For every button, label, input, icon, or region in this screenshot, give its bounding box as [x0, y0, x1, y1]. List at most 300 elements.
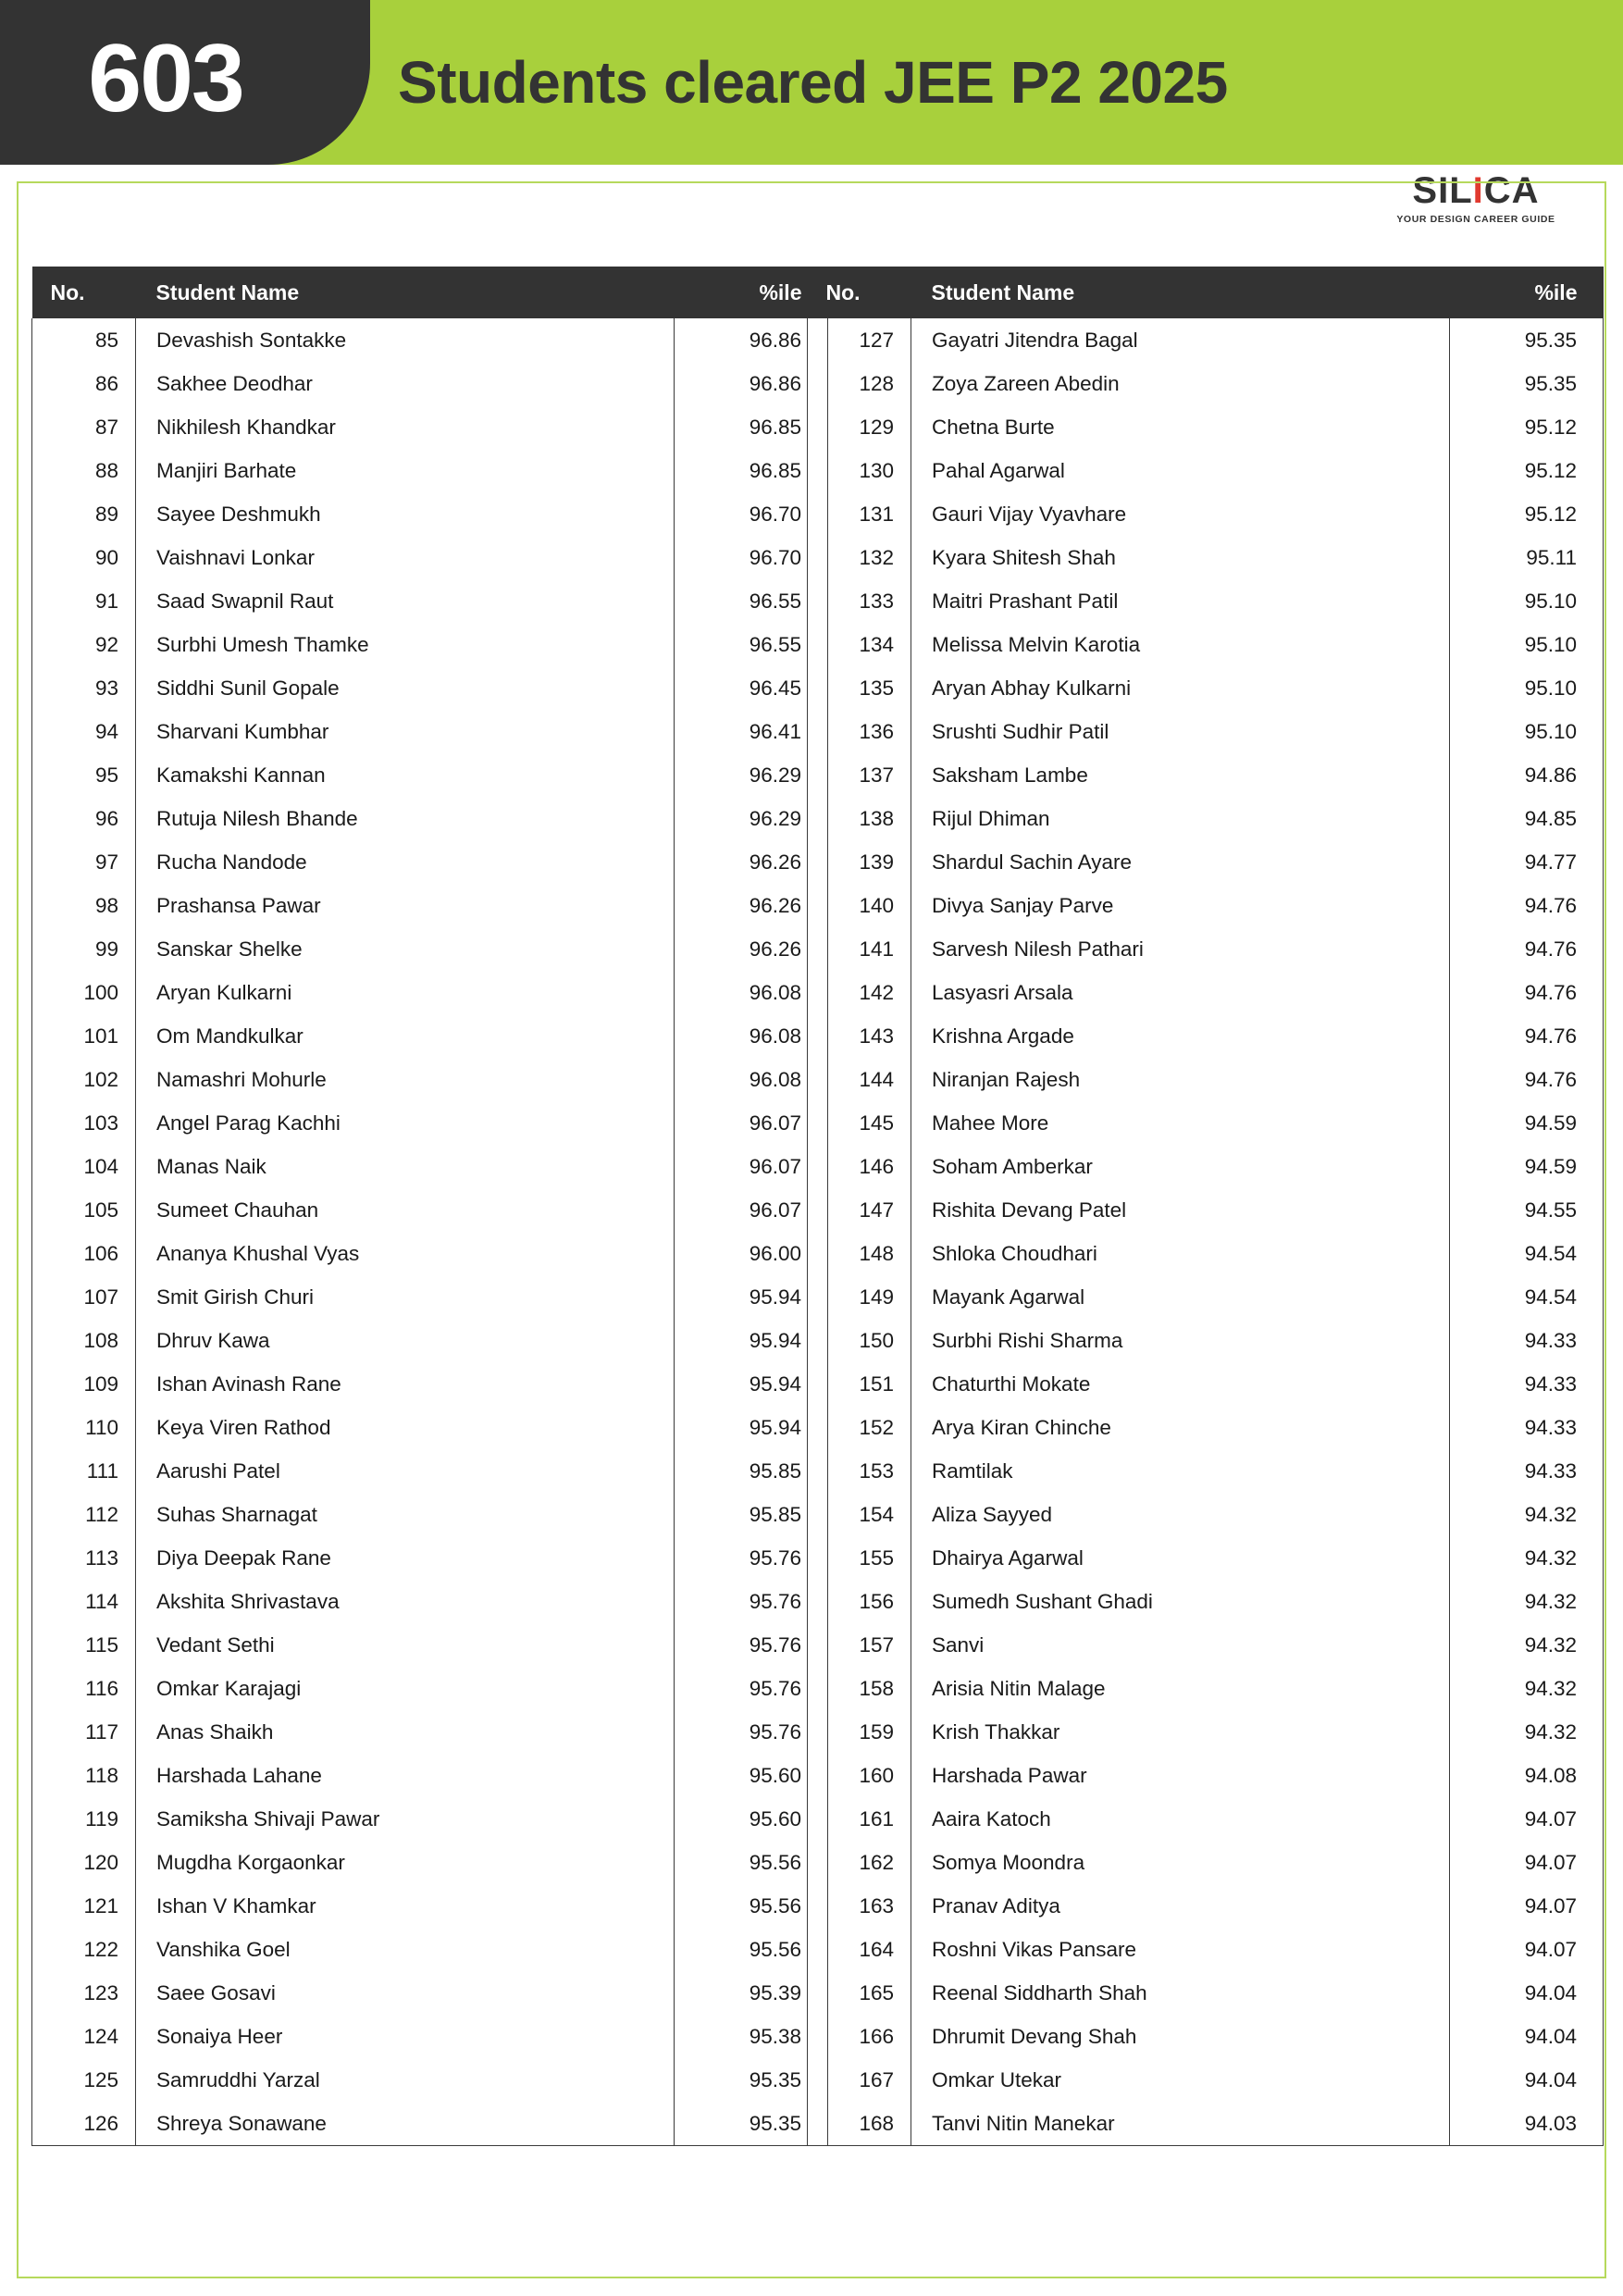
cell-no: 139: [808, 840, 911, 884]
cell-percentile: 95.12: [1450, 449, 1604, 492]
cell-student-name: Diya Deepak Rane: [156, 1545, 331, 1570]
cell-percentile: 94.33: [1450, 1319, 1604, 1362]
cell-no: 166: [808, 2015, 911, 2058]
cell-student-name: Suhas Sharnagat: [156, 1502, 317, 1526]
cell-student-name: Prashansa Pawar: [156, 893, 321, 917]
cell-percentile: 95.56: [675, 1841, 828, 1884]
cell-student-name: Surbhi Umesh Thamke: [156, 632, 369, 656]
cell-no: 167: [808, 2058, 911, 2102]
cell-percentile: 94.32: [1450, 1493, 1604, 1536]
cell-percentile: 95.10: [1450, 579, 1604, 623]
table-row: [32, 1580, 828, 1623]
cell-no: 152: [808, 1406, 911, 1449]
cell-percentile: 94.59: [1450, 1101, 1604, 1145]
cell-percentile: 96.07: [675, 1101, 828, 1145]
cell-no: 121: [32, 1884, 136, 1928]
table-row: [808, 1884, 1604, 1928]
cell-no: 104: [32, 1145, 136, 1188]
cell-no: 128: [808, 362, 911, 405]
table-row: [808, 1058, 1604, 1101]
cell-percentile: 94.54: [1450, 1275, 1604, 1319]
cell-percentile: 96.29: [675, 753, 828, 797]
cell-no: 123: [32, 1971, 136, 2015]
cell-student-name: Sayee Deshmukh: [156, 502, 321, 526]
cell-percentile: 95.10: [1450, 623, 1604, 666]
cell-student-name: Sanskar Shelke: [156, 937, 303, 961]
cell-no: 135: [808, 666, 911, 710]
table-row: [808, 318, 1604, 362]
cell-percentile: 96.85: [675, 449, 828, 492]
cell-percentile: 95.56: [675, 1928, 828, 1971]
cell-no: 159: [808, 1710, 911, 1754]
cell-no: 116: [32, 1667, 136, 1710]
cell-percentile: 94.04: [1450, 1971, 1604, 2015]
cell-no: 136: [808, 710, 911, 753]
cell-no: 143: [808, 1014, 911, 1058]
cell-percentile: 95.94: [675, 1406, 828, 1449]
table-row: [32, 492, 828, 536]
cell-student-name: Srushti Sudhir Patil: [932, 719, 1109, 743]
cell-no: 148: [808, 1232, 911, 1275]
cell-no: 113: [32, 1536, 136, 1580]
cell-percentile: 94.32: [1450, 1623, 1604, 1667]
cell-percentile: 95.85: [675, 1493, 828, 1536]
cell-no: 153: [808, 1449, 911, 1493]
logo-text-part3: CA: [1483, 170, 1540, 211]
table-row: [32, 1710, 828, 1754]
cell-no: 118: [32, 1754, 136, 1797]
table-row: [808, 1841, 1604, 1884]
cell-percentile: 96.86: [675, 362, 828, 405]
cell-student-name: Samiksha Shivaji Pawar: [156, 1806, 380, 1831]
page-title: Students cleared JEE P2 2025: [398, 49, 1228, 116]
table-header-row: [32, 267, 828, 318]
cell-no: 109: [32, 1362, 136, 1406]
table-row: [808, 1275, 1604, 1319]
cell-no: 155: [808, 1536, 911, 1580]
cell-percentile: 94.07: [1450, 1797, 1604, 1841]
table-row: [32, 884, 828, 927]
table-row: [32, 2058, 828, 2102]
table-row: [32, 405, 828, 449]
cleared-count-badge: [0, 0, 370, 165]
cell-student-name: Tanvi Nitin Manekar: [911, 2102, 1450, 2146]
cell-no: 132: [808, 536, 911, 579]
cell-no: 110: [32, 1406, 136, 1449]
table-row: [32, 927, 828, 971]
cell-student-name: Saksham Lambe: [932, 763, 1088, 787]
cell-percentile: 96.07: [675, 1145, 828, 1188]
cell-percentile: 95.56: [675, 1884, 828, 1928]
cell-student-name: Om Mandkulkar: [156, 1024, 304, 1048]
cell-student-name: Rucha Nandode: [156, 850, 307, 874]
cell-percentile: 96.55: [675, 579, 828, 623]
cell-student-name: Dhruv Kawa: [156, 1328, 270, 1352]
cell-no: 154: [808, 1493, 911, 1536]
table-row: [32, 1406, 828, 1449]
cell-percentile: 94.59: [1450, 1145, 1604, 1188]
cell-percentile: 94.08: [1450, 1754, 1604, 1797]
table-row: [808, 1493, 1604, 1536]
cell-student-name: Arya Kiran Chinche: [932, 1415, 1111, 1439]
results-table-right-wrapper: [807, 267, 1578, 2146]
cell-percentile: 96.00: [675, 1232, 828, 1275]
logo-text-part1: S: [1412, 170, 1439, 211]
cell-no: 140: [808, 884, 911, 927]
cell-student-name: Manas Naik: [156, 1154, 266, 1178]
cell-percentile: 94.32: [1450, 1536, 1604, 1580]
cell-student-name: Kamakshi Kannan: [156, 763, 326, 787]
cell-percentile: 96.70: [675, 536, 828, 579]
logo-text-part2: IL: [1438, 170, 1473, 211]
table-row: [808, 1406, 1604, 1449]
cell-no: 100: [32, 971, 136, 1014]
column-header-no: No.: [808, 267, 911, 318]
cell-percentile: 95.39: [675, 1971, 828, 2015]
results-tables: [31, 267, 1595, 2146]
cell-student-name: Samruddhi Yarzal: [156, 2067, 320, 2091]
table-row: [808, 797, 1604, 840]
table-row: [808, 1667, 1604, 1710]
cell-no: 94: [32, 710, 136, 753]
cell-student-name: Melissa Melvin Karotia: [932, 632, 1141, 656]
cell-student-name: Smit Girish Churi: [156, 1285, 315, 1309]
logo-dot-icon: I: [1472, 170, 1484, 211]
table-row: [32, 1362, 828, 1406]
table-header-left: [32, 267, 828, 318]
table-row: [808, 1145, 1604, 1188]
cell-student-name: Niranjan Rajesh: [932, 1067, 1081, 1091]
cell-no: 133: [808, 579, 911, 623]
cell-student-name: Aryan Kulkarni: [156, 980, 292, 1004]
cell-no: 98: [32, 884, 136, 927]
cell-no: 92: [32, 623, 136, 666]
cell-percentile: 94.03: [1450, 2102, 1604, 2146]
cell-student-name: Rutuja Nilesh Bhande: [156, 806, 358, 830]
cell-student-name: Arisia Nitin Malage: [932, 1676, 1106, 1700]
cell-no: 138: [808, 797, 911, 840]
table-row: [808, 927, 1604, 971]
cell-no: 163: [808, 1884, 911, 1928]
cell-no: 142: [808, 971, 911, 1014]
cell-student-name: Mugdha Korgaonkar: [156, 1850, 345, 1874]
table-row: [32, 536, 828, 579]
cell-no: 90: [32, 536, 136, 579]
cell-no: 97: [32, 840, 136, 884]
cell-percentile: 95.38: [675, 2015, 828, 2058]
cell-percentile: 96.08: [675, 1014, 828, 1058]
column-header-pct: %ile: [675, 267, 828, 318]
table-row: [32, 1754, 828, 1797]
cell-percentile: 94.32: [1450, 1667, 1604, 1710]
cell-no: 101: [32, 1014, 136, 1058]
cell-student-name: Shardul Sachin Ayare: [932, 850, 1132, 874]
cell-student-name: Siddhi Sunil Gopale: [156, 676, 340, 700]
cell-student-name: Akshita Shrivastava: [156, 1589, 340, 1613]
cell-percentile: 96.70: [675, 492, 828, 536]
table-row: [808, 536, 1604, 579]
cell-percentile: 96.07: [675, 1188, 828, 1232]
table-row: [808, 2058, 1604, 2102]
table-row: [32, 2102, 828, 2146]
table-row: [32, 1232, 828, 1275]
logo-tagline: YOUR DESIGN CAREER GUIDE: [1396, 214, 1555, 225]
cell-student-name: Sakhee Deodhar: [156, 371, 313, 395]
results-table-left: [31, 267, 828, 2146]
cell-student-name: Aliza Sayyed: [932, 1502, 1053, 1526]
table-row: [32, 1971, 828, 2015]
cell-student-name: Angel Parag Kachhi: [156, 1111, 341, 1135]
cell-percentile: 96.08: [675, 1058, 828, 1101]
cell-no: 96: [32, 797, 136, 840]
table-row: [32, 753, 828, 797]
results-table-left-wrapper: [31, 267, 802, 2146]
cell-no: 137: [808, 753, 911, 797]
cell-student-name: Vedant Sethi: [156, 1632, 275, 1657]
cell-percentile: 94.32: [1450, 1580, 1604, 1623]
cell-student-name: Ramtilak: [932, 1458, 1013, 1483]
table-row: [808, 753, 1604, 797]
table-row: [808, 1319, 1604, 1362]
table-row: [32, 449, 828, 492]
cell-no: 145: [808, 1101, 911, 1145]
cell-student-name: Saad Swapnil Raut: [156, 589, 334, 613]
cell-student-name: Krishna Argade: [932, 1024, 1074, 1048]
cell-percentile: 96.08: [675, 971, 828, 1014]
cell-student-name: Reenal Siddharth Shah: [932, 1980, 1147, 2004]
page-header: [0, 0, 1623, 165]
table-row: [32, 1188, 828, 1232]
cell-student-name: Sanvi: [932, 1632, 985, 1657]
table-row: [808, 1362, 1604, 1406]
cell-percentile: 94.76: [1450, 884, 1604, 927]
cell-percentile: 94.76: [1450, 1058, 1604, 1101]
cell-no: 102: [32, 1058, 136, 1101]
cell-student-name: Ananya Khushal Vyas: [156, 1241, 360, 1265]
cell-percentile: 96.85: [675, 405, 828, 449]
cell-student-name: Rijul Dhiman: [932, 806, 1050, 830]
results-table-right: [807, 267, 1604, 2146]
cell-student-name: Gayatri Jitendra Bagal: [932, 328, 1138, 352]
table-row: [808, 1623, 1604, 1667]
table-row: [808, 492, 1604, 536]
table-row: [32, 1667, 828, 1710]
cell-percentile: 94.55: [1450, 1188, 1604, 1232]
cell-no: 122: [32, 1928, 136, 1971]
table-row: [32, 1928, 828, 1971]
table-row: [32, 1145, 828, 1188]
table-row: [32, 1319, 828, 1362]
cell-student-name: Maitri Prashant Patil: [932, 589, 1119, 613]
cell-percentile: 96.26: [675, 884, 828, 927]
cell-percentile: 96.41: [675, 710, 828, 753]
table-row: [808, 971, 1604, 1014]
cell-student-name: Sarvesh Nilesh Pathari: [932, 937, 1144, 961]
cell-percentile: 94.76: [1450, 1014, 1604, 1058]
cell-no: 95: [32, 753, 136, 797]
cell-percentile: 95.35: [675, 2102, 828, 2146]
cell-no: 91: [32, 579, 136, 623]
cell-percentile: 95.76: [675, 1667, 828, 1710]
cell-no: 85: [32, 318, 136, 362]
table-row: [808, 623, 1604, 666]
cell-student-name: Somya Moondra: [932, 1850, 1085, 1874]
cell-student-name: Chetna Burte: [932, 415, 1055, 439]
cell-student-name: Harshada Pawar: [932, 1763, 1087, 1787]
cell-no: 134: [808, 623, 911, 666]
cell-percentile: 95.35: [1450, 318, 1604, 362]
cell-student-name: Kyara Shitesh Shah: [932, 545, 1116, 569]
cell-no: 86: [32, 362, 136, 405]
cell-no: 141: [808, 927, 911, 971]
cell-student-name: Sonaiya Heer: [156, 2024, 283, 2048]
table-row: [808, 1101, 1604, 1145]
cell-student-name: Chaturthi Mokate: [932, 1371, 1091, 1396]
table-row: [808, 1928, 1604, 1971]
table-row: [32, 1623, 828, 1667]
table-row: [808, 1754, 1604, 1797]
cell-no: 147: [808, 1188, 911, 1232]
cell-no: 115: [32, 1623, 136, 1667]
cell-no: 146: [808, 1145, 911, 1188]
cell-student-name: Lasyasri Arsala: [932, 980, 1073, 1004]
cell-percentile: 94.76: [1450, 927, 1604, 971]
table-row: [808, 666, 1604, 710]
cell-student-name: Rishita Devang Patel: [932, 1198, 1127, 1222]
table-row: [808, 710, 1604, 753]
cell-student-name: Saee Gosavi: [156, 1980, 276, 2004]
cell-no: 106: [32, 1232, 136, 1275]
cell-no: 93: [32, 666, 136, 710]
cell-no: 114: [32, 1580, 136, 1623]
cell-no: 129: [808, 405, 911, 449]
cell-no: 124: [32, 2015, 136, 2058]
table-row: [32, 1449, 828, 1493]
table-row: [32, 1884, 828, 1928]
cell-student-name: Aryan Abhay Kulkarni: [932, 676, 1132, 700]
cell-student-name: Aaira Katoch: [932, 1806, 1051, 1831]
table-row: [32, 2015, 828, 2058]
cell-percentile: 94.33: [1450, 1362, 1604, 1406]
cell-student-name: Roshni Vikas Pansare: [932, 1937, 1136, 1961]
cell-percentile: 95.35: [1450, 362, 1604, 405]
cell-percentile: 94.04: [1450, 2015, 1604, 2058]
cell-percentile: 95.76: [675, 1710, 828, 1754]
cell-student-name: Gauri Vijay Vyavhare: [932, 502, 1127, 526]
cell-no: 87: [32, 405, 136, 449]
cell-percentile: 95.10: [1450, 666, 1604, 710]
cell-student-name: Sumedh Sushant Ghadi: [932, 1589, 1153, 1613]
table-row: [32, 797, 828, 840]
cell-student-name: Anas Shaikh: [156, 1719, 274, 1744]
cell-no: 126: [32, 2102, 136, 2146]
cell-student-name: Ishan V Khamkar: [156, 1893, 316, 1917]
table-row: [32, 1797, 828, 1841]
cell-percentile: 94.07: [1450, 1884, 1604, 1928]
cell-percentile: 94.86: [1450, 753, 1604, 797]
cell-percentile: 95.76: [675, 1623, 828, 1667]
table-row: [808, 1014, 1604, 1058]
cell-no: 127: [808, 318, 911, 362]
cell-percentile: 96.45: [675, 666, 828, 710]
cell-student-name: Vaishnavi Lonkar: [156, 545, 315, 569]
cell-student-name: Dhrumit Devang Shah: [932, 2024, 1137, 2048]
cleared-count-number: 603: [88, 25, 243, 132]
cell-percentile: 95.94: [675, 1362, 828, 1406]
table-row: [808, 2102, 1604, 2146]
table-row: [32, 1101, 828, 1145]
table-row: [808, 1188, 1604, 1232]
cell-student-name: Omkar Karajagi: [156, 1676, 302, 1700]
cell-student-name: Sharvani Kumbhar: [156, 719, 329, 743]
cell-no: 107: [32, 1275, 136, 1319]
cell-no: 89: [32, 492, 136, 536]
table-row: [32, 1058, 828, 1101]
cell-no: 130: [808, 449, 911, 492]
table-row: [32, 623, 828, 666]
table-row: [32, 1841, 828, 1884]
table-row: [808, 1710, 1604, 1754]
cell-percentile: 96.86: [675, 318, 828, 362]
cell-student-name: Manjiri Barhate: [156, 458, 297, 482]
cell-no: 112: [32, 1493, 136, 1536]
cell-student-name: Aarushi Patel: [156, 1458, 280, 1483]
cell-percentile: 95.10: [1450, 710, 1604, 753]
cell-no: 168: [808, 2102, 911, 2146]
cell-student-name: Nikhilesh Khandkar: [156, 415, 336, 439]
table-row: [808, 1797, 1604, 1841]
cell-student-name: Surbhi Rishi Sharma: [932, 1328, 1123, 1352]
cell-student-name: Mayank Agarwal: [932, 1285, 1085, 1309]
cell-student-name: Krish Thakkar: [932, 1719, 1060, 1744]
table-row: [808, 405, 1604, 449]
cell-percentile: 94.76: [1450, 971, 1604, 1014]
cell-percentile: 96.29: [675, 797, 828, 840]
cell-percentile: 94.07: [1450, 1928, 1604, 1971]
cell-student-name: Sumeet Chauhan: [156, 1198, 319, 1222]
cell-no: 103: [32, 1101, 136, 1145]
cell-student-name: Harshada Lahane: [156, 1763, 322, 1787]
cell-student-name: Keya Viren Rathod: [156, 1415, 331, 1439]
table-header-row: [808, 267, 1604, 318]
cell-no: 111: [32, 1449, 136, 1493]
table-row: [808, 362, 1604, 405]
table-row: [32, 666, 828, 710]
cell-student-name: Namashri Mohurle: [156, 1067, 327, 1091]
cell-no: 88: [32, 449, 136, 492]
cell-percentile: 95.94: [675, 1275, 828, 1319]
table-body-left: [32, 318, 828, 2146]
cell-no: 125: [32, 2058, 136, 2102]
cell-percentile: 96.26: [675, 927, 828, 971]
table-row: [808, 840, 1604, 884]
table-row: [808, 1580, 1604, 1623]
cell-percentile: 95.12: [1450, 492, 1604, 536]
table-row: [32, 710, 828, 753]
cell-no: 157: [808, 1623, 911, 1667]
table-body-right: [808, 318, 1604, 2146]
cell-no: 158: [808, 1667, 911, 1710]
table-header-right: [808, 267, 1604, 318]
table-row: [808, 1232, 1604, 1275]
cell-no: 165: [808, 1971, 911, 2015]
column-header-pct: %ile: [1450, 267, 1604, 318]
table-row: [32, 1536, 828, 1580]
cell-percentile: 95.60: [675, 1797, 828, 1841]
cell-no: 149: [808, 1275, 911, 1319]
table-row: [808, 884, 1604, 927]
table-row: [32, 362, 828, 405]
